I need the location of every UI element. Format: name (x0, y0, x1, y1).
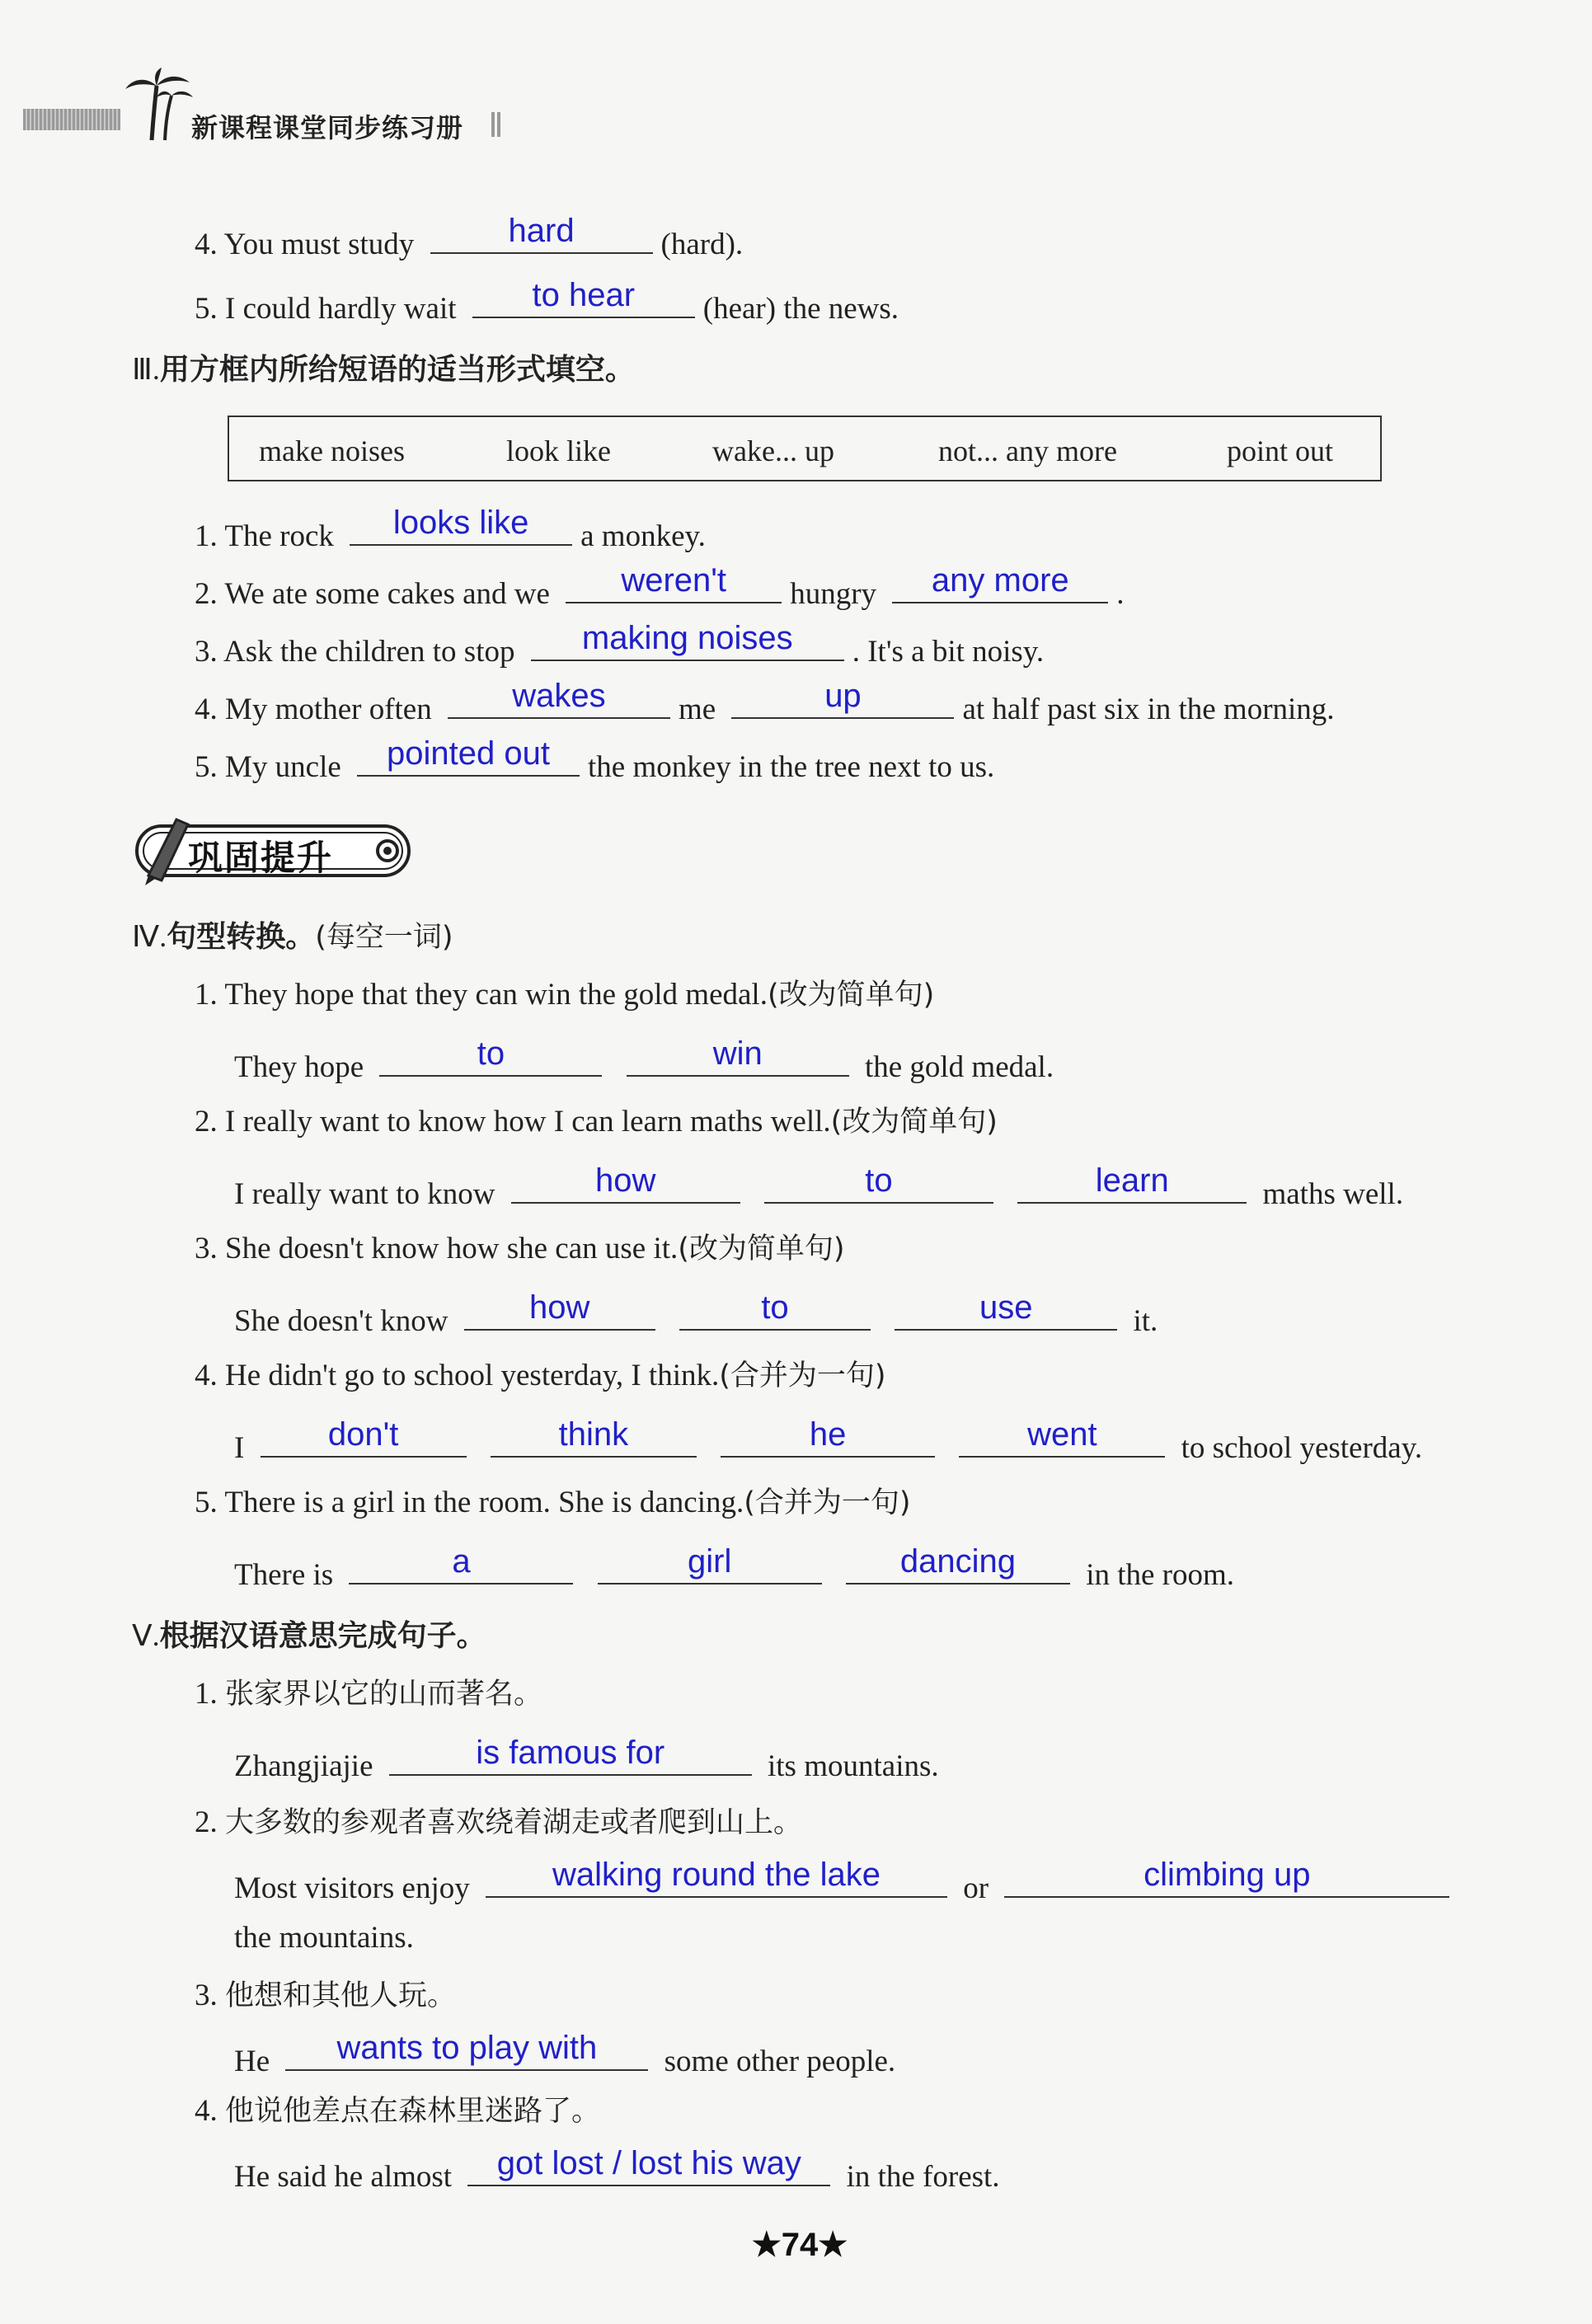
p4-q5-answer: There is a girl dancing in the room. (234, 1543, 1235, 1592)
answer-blank[interactable]: to (679, 1298, 871, 1331)
p4-q4-prompt: 4. He didn't go to school yesterday, I think.(合并为一句) (195, 1359, 886, 1392)
p5-q3-prompt: 3. 他想和其他人玩。 (195, 1979, 457, 2012)
answer-blank[interactable]: wakes (448, 686, 670, 719)
phrase: wake... up (712, 434, 834, 467)
p2-q4: 4. You must study hard (hard). (195, 213, 744, 261)
answer-blank[interactable]: to (379, 1044, 602, 1077)
answer-blank[interactable]: making noises (531, 628, 844, 661)
phrase: look like (506, 434, 611, 467)
answer-blank[interactable]: is famous for (389, 1743, 752, 1776)
p5-q4-answer: He said he almost got lost / lost his way in the forest. (234, 2145, 1000, 2194)
p4-q4-answer: I don't think he went to school yesterday. (234, 1416, 1423, 1465)
answer-blank[interactable]: don't (261, 1425, 467, 1458)
answer-blank[interactable]: went (959, 1425, 1165, 1458)
answer-blank[interactable]: hard (430, 221, 653, 254)
p4-q3-prompt: 3. She doesn't know how she can use it.(改为简单句) (195, 1232, 845, 1265)
p3-q5: 5. My uncle pointed out the monkey in the tree next to us. (195, 735, 995, 784)
p5-q2-tail: the mountains. (234, 1921, 414, 1955)
answer-blank[interactable]: how (464, 1298, 655, 1331)
answer-blank[interactable]: how (511, 1171, 740, 1204)
header-stripe (23, 109, 120, 130)
phrase: not... any more (938, 434, 1117, 467)
p4-q1-prompt: 1. They hope that they can win the gold medal.(改为简单句) (195, 978, 935, 1012)
header-title: 新课程课堂同步练习册 (191, 112, 464, 143)
answer-blank[interactable]: learn (1017, 1171, 1247, 1204)
section-5-heading: Ⅴ.根据汉语意思完成句子。 (132, 1619, 486, 1653)
phrase: make noises (259, 434, 405, 467)
answer-blank[interactable]: to (764, 1171, 993, 1204)
answer-blank[interactable]: dancing (846, 1552, 1070, 1585)
badge-label: 巩固提升 (188, 838, 334, 878)
answer-blank[interactable]: think (491, 1425, 697, 1458)
p4-q2-answer: I really want to know how to learn maths well. (234, 1162, 1404, 1211)
answer-blank[interactable]: win (627, 1044, 849, 1077)
p3-q2: 2. We ate some cakes and we weren't hungry any more . (195, 562, 1125, 611)
star-icon: ★ (818, 2227, 848, 2263)
answer-blank[interactable]: walking round the lake (486, 1865, 947, 1898)
p5-q2-prompt: 2. 大多数的参观者喜欢绕着湖走或者爬到山上。 (195, 1805, 803, 1839)
phrase-box (228, 416, 1382, 481)
palm-tree-icon (120, 68, 195, 142)
answer-blank[interactable]: climbing up (1004, 1865, 1449, 1898)
answer-blank[interactable]: use (895, 1298, 1117, 1331)
p5-q3-answer: He wants to play with some other people. (234, 2030, 896, 2078)
answer-blank[interactable]: he (721, 1425, 935, 1458)
section-4-heading: Ⅳ.句型转换。(每空一词) (132, 920, 453, 954)
p4-q3-answer: She doesn't know how to use it. (234, 1289, 1158, 1338)
answer-blank[interactable]: any more (892, 570, 1108, 603)
page-number: ★74★ (751, 2227, 848, 2263)
p5-q2-answer: Most visitors enjoy walking round the lake or climbing up (234, 1865, 1458, 1904)
p3-q3: 3. Ask the children to stop making noises . It's a bit noisy. (195, 620, 1045, 669)
answer-blank[interactable]: weren't (566, 570, 782, 603)
phrase: point out (1227, 434, 1334, 467)
p5-q1-prompt: 1. 张家界以它的山而著名。 (195, 1677, 543, 1711)
p3-q4: 4. My mother often wakes me up at half past six in the morning. (195, 678, 1335, 726)
star-icon: ★ (751, 2227, 782, 2263)
header-divider (491, 112, 503, 137)
answer-blank[interactable]: wants to play with (285, 2038, 648, 2071)
answer-blank[interactable]: looks like (350, 513, 572, 546)
p5-q1-answer: Zhangjiajie is famous for its mountains. (234, 1735, 939, 1783)
answer-blank[interactable]: to hear (472, 285, 695, 318)
answer-blank[interactable]: pointed out (357, 744, 580, 777)
answer-blank[interactable]: up (731, 686, 954, 719)
answer-blank[interactable]: a (349, 1552, 573, 1585)
section-3-heading: Ⅲ.用方框内所给短语的适当形式填空。 (132, 353, 635, 387)
p5-q4-prompt: 4. 他说他差点在森林里迷路了。 (195, 2094, 601, 2128)
p4-q1-answer: They hope to win the gold medal. (234, 1035, 1054, 1084)
answer-blank[interactable]: got lost / lost his way (467, 2153, 830, 2186)
answer-blank[interactable]: girl (598, 1552, 822, 1585)
p2-q5: 5. I could hardly wait to hear (hear) the news. (195, 277, 899, 326)
p4-q5-prompt: 5. There is a girl in the room. She is dancing.(合并为一句) (195, 1486, 911, 1519)
p4-q2-prompt: 2. I really want to know how I can learn maths well.(改为简单句) (195, 1105, 998, 1139)
p3-q1: 1. The rock looks like a monkey. (195, 505, 706, 553)
